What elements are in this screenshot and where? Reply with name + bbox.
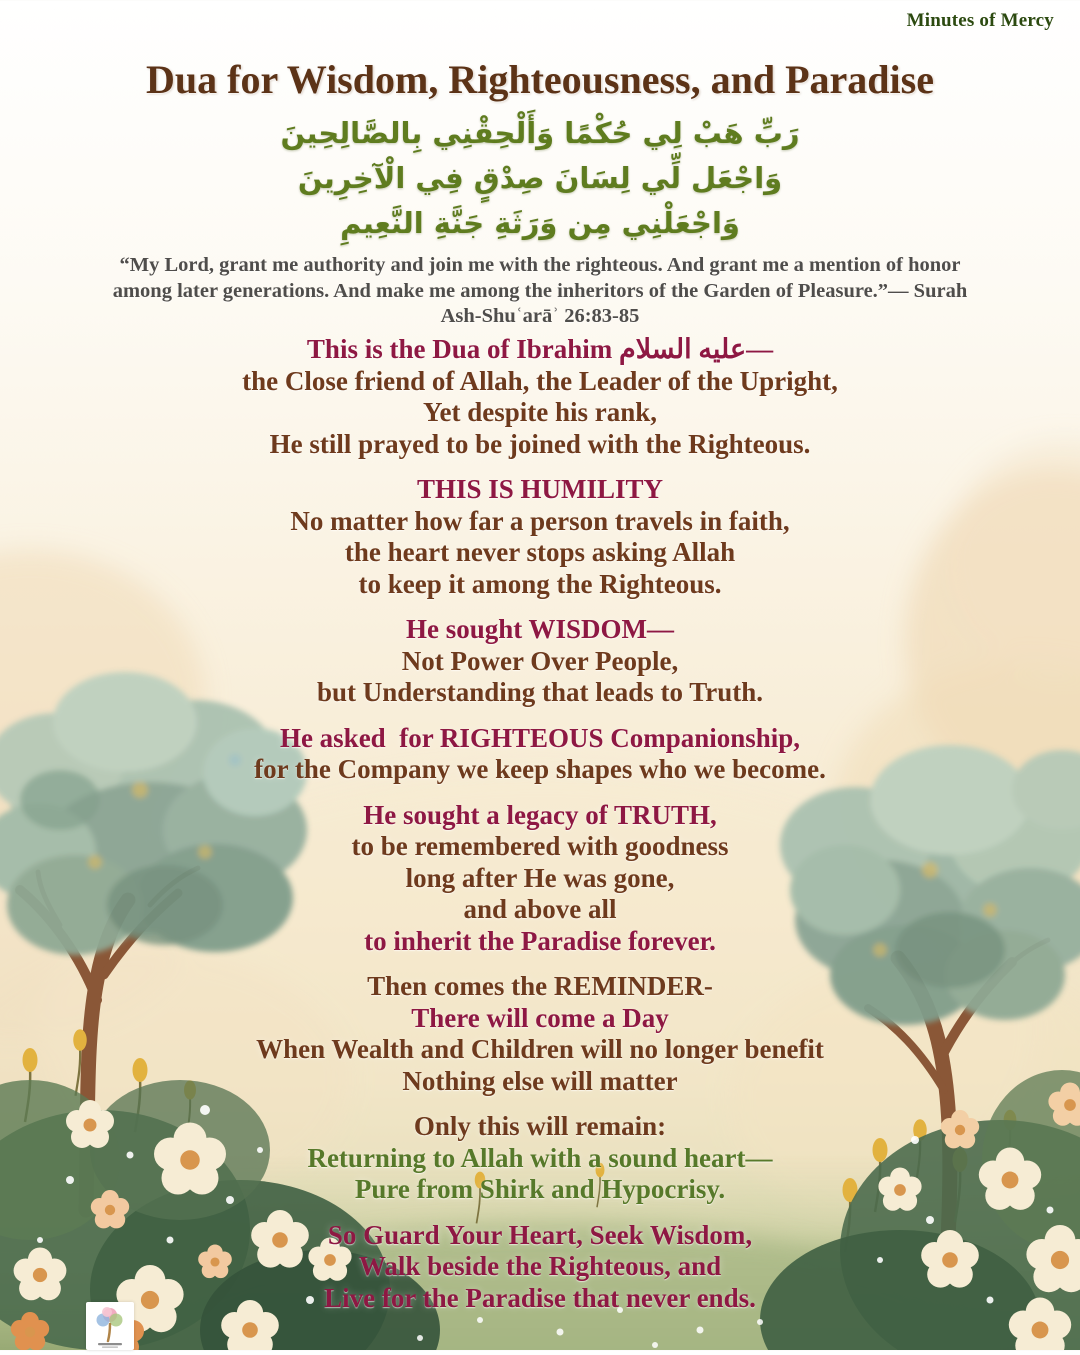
translation-quote: “My Lord, grant me authority and join me with the righteous. And grant me a mention of honor among later generations. And make me among the inheritors of the Garden of Pleasure.”— Surah Ash-Shuʿarāʾ 26:83-85 (112, 254, 968, 327)
stanza-1 (0, 334, 1080, 460)
stanza-line: He sought a legacy of TRUTH, (363, 799, 717, 830)
stanza-line: Then comes the REMINDER- (367, 971, 713, 1001)
stanza-3 (0, 614, 1080, 709)
stanza-line: Only this will remain: (413, 1111, 667, 1141)
arabic-line: رَبِّ هَبْ لِي حُكْمًا وَأَلْحِقْنِي بِالصَّالِحِينَ (280, 116, 800, 150)
stanza-line: Pure from Shirk and Hypocrisy. (354, 1174, 726, 1204)
stanza-line: THIS IS HUMILITY (416, 474, 664, 504)
stanza-2 (0, 474, 1080, 600)
stanza-line: the heart never stops asking Allah (344, 537, 736, 567)
logo-tree-icon (86, 1302, 134, 1350)
stanza-line: to be remembered with goodness (351, 831, 729, 861)
stanza-line: to inherit the Paradise forever. (364, 925, 716, 956)
stanza-line: Yet despite his rank, (422, 397, 658, 427)
stanza-7 (0, 1111, 1080, 1206)
stanza-line: When Wealth and Children will no longer benefit (256, 1034, 824, 1064)
stanza-line: This is the Dua of Ibrahim عليه السلام— (306, 334, 774, 364)
stanza-line: the Close friend of Allah, the Leader of the Upright, (242, 365, 838, 396)
stanza-line: long after He was gone, (405, 862, 675, 893)
poster-header (0, 58, 1080, 330)
stanza-6 (0, 971, 1080, 1097)
stanza-line: Walk beside the Righteous, and (358, 1251, 722, 1281)
stanza-line: Live for the Paradise that never ends. (324, 1282, 756, 1313)
stanza-line: Nothing else will matter (402, 1065, 678, 1096)
stanza-line: but Understanding that leads to Truth. (316, 677, 764, 707)
stanza-line: Returning to Allah with a sound heart— (307, 1142, 773, 1173)
stanza-line: So Guard Your Heart, Seek Wisdom, (327, 1219, 753, 1250)
stanza-line: There will come a Day (411, 1002, 669, 1033)
stanza-line: He sought WISDOM— (405, 614, 675, 644)
stanza-line: and above all (463, 894, 617, 924)
stanza-line: No matter how far a person travels in faith, (290, 505, 790, 536)
stanza-line: He still prayed to be joined with the Righteous. (269, 428, 811, 459)
stanzas (0, 334, 1080, 1328)
stanza-4 (0, 723, 1080, 786)
stanza-line: Not Power Over People, (401, 645, 679, 676)
page-title: Dua for Wisdom, Righteousness, and Paradise (146, 57, 934, 102)
stanza-5 (0, 800, 1080, 958)
brand-watermark: Minutes of Mercy (906, 10, 1054, 31)
arabic-verse (0, 111, 1080, 246)
arabic-line: وَاجْعَل لِّي لِسَانَ صِدْقٍ فِي الْآخِرِينَ (297, 161, 783, 195)
watermark-logo (86, 1302, 134, 1350)
stanza-line: He asked for RIGHTEOUS Companionship, (279, 722, 801, 753)
stanza-line: for the Company we keep shapes who we become. (254, 754, 826, 784)
stanza-8 (0, 1220, 1080, 1315)
arabic-line: وَاجْعَلْنِي مِن وَرَثَةِ جَنَّةِ النَّعِيمِ (340, 206, 740, 240)
stanza-line: to keep it among the Righteous. (358, 568, 722, 599)
